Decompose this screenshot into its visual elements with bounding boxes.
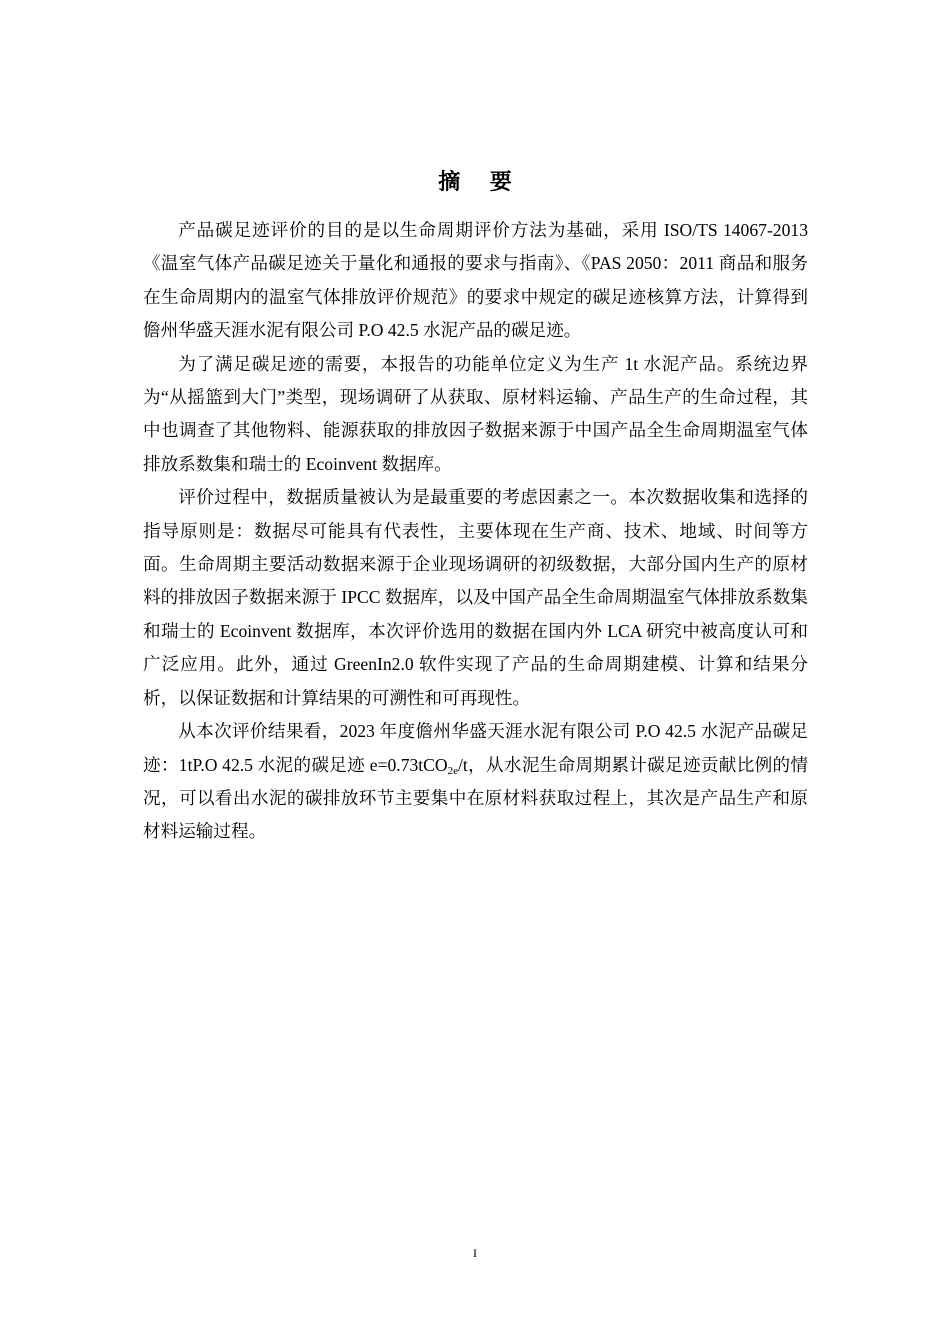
- co2e-subscript: 2e: [447, 764, 459, 777]
- paragraph-results: [143, 715, 808, 849]
- paragraph-system-boundary: 为了满足碳足迹的需要，本报告的功能单位定义为生产 1t 水泥产品。系统边界为“从摇篮到大门”类型，现场调研了从获取、原材料运输、产品生产的生命过程，其中也调查了其他物料、能源获取的排放因子数据来源于中国产品全生命周期温室气体排放系数集和瑞士的 Ecoinvent 数据库。: [143, 353, 808, 474]
- results-text-part2: /t，从水泥生命周期累计碳足迹贡献比例的情况，可以看出水泥的碳排放环节主要集中在原材料获取过程上，其次是产品生产和原材料运输过程。: [143, 754, 808, 842]
- abstract-body: [143, 214, 808, 849]
- page-title: 摘 要: [438, 169, 524, 194]
- results-text-part1: 从本次评价结果看，2023 年度儋州华盛天涯水泥有限公司 P.O 42.5 水泥产品碳足迹：1tP.O 42.5 水泥的碳足迹 e=0.73tCO: [143, 721, 808, 775]
- paragraph-data-quality: 评价过程中，数据质量被认为是最重要的考虑因素之一。本次数据收集和选择的指导原则是：数据尽可能具有代表性，主要体现在生产商、技术、地域、时间等方面。生命周期主要活动数据来源于企业现场调研的初级数据，大部分国内生产的原材料的排放因子数据来源于 IPCC 数据库，以及中国产品全生命周期温室气体排放系数集和瑞士的 Ecoinvent 数据库，本次评价选用的数据在国内外 LCA 研究中被高度认可和广泛应用。此外，通过 GreenIn2.0 软件实现了产品的生命周期建模、计算和结果分析，以保证数据和计算结果的可溯性和可再现性。: [143, 487, 808, 708]
- page-number: I: [473, 1246, 477, 1260]
- paragraph-purpose: 产品碳足迹评价的目的是以生命周期评价方法为基础，采用 ISO/TS 14067-2013《温室气体产品碳足迹关于量化和通报的要求与指南》、《PAS 2050：2011 商品和服务在生命周期内的温室气体排放评价规范》的要求中规定的碳足迹核算方法，计算得到儋州华盛天涯水泥有限公司 P.O 42.5 水泥产品的碳足迹。: [143, 220, 808, 341]
